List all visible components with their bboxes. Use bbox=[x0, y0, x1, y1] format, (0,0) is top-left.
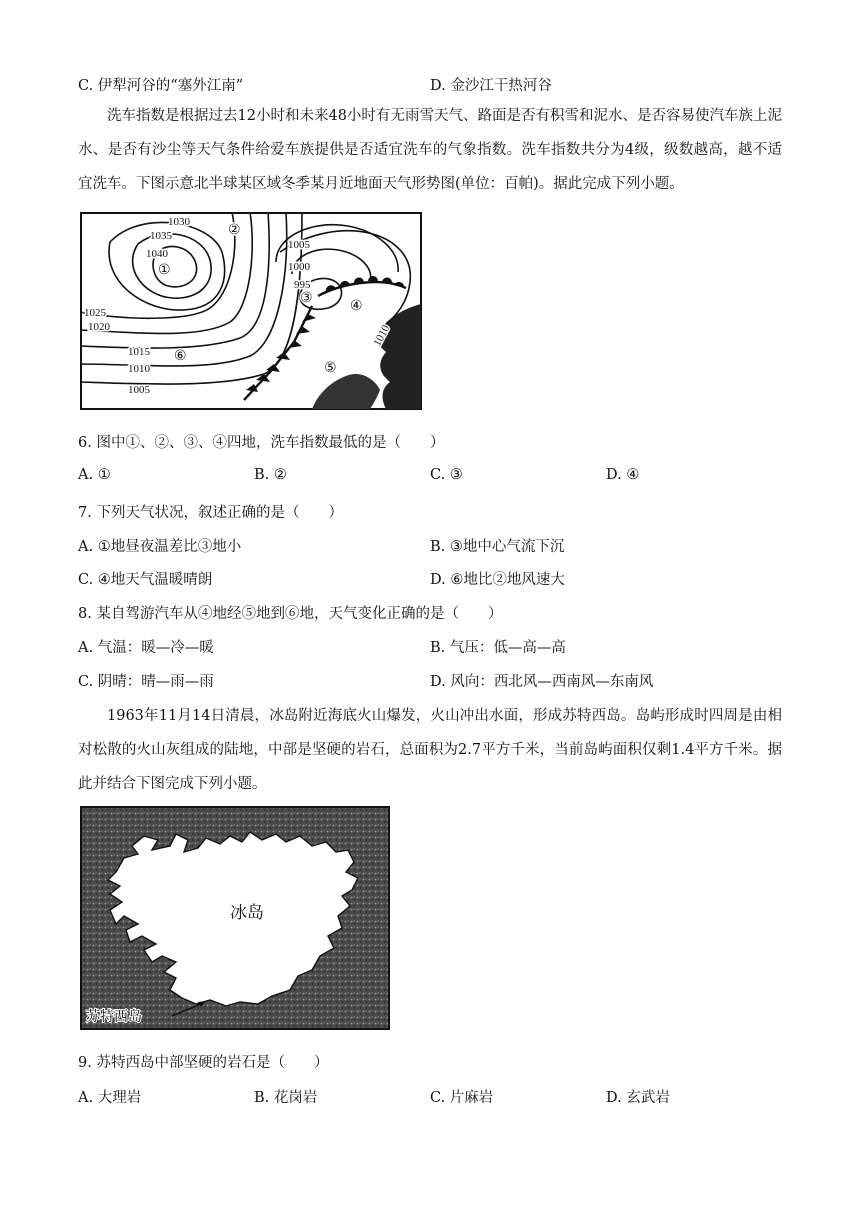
question-8-stem: 8. 某自驾游汽车从④地经⑤地到⑥地，天气变化正确的是（ ） bbox=[78, 606, 503, 622]
surtsey-label: 苏特西岛 bbox=[86, 1009, 142, 1025]
question-6-option-b: B. ② bbox=[254, 467, 287, 483]
iceland-map-figure bbox=[80, 806, 390, 1030]
question-7-option-c: C. ④地天气温暖晴朗 bbox=[78, 572, 213, 588]
site-marker-6: ⑥ bbox=[174, 348, 187, 364]
question-9-option-a: A. 大理岩 bbox=[78, 1090, 142, 1106]
question-6-option-d: D. ④ bbox=[606, 467, 640, 483]
question-6-stem: 6. 图中①、②、③、④四地，洗车指数最低的是（ ） bbox=[78, 435, 445, 451]
question-6-option-c: C. ③ bbox=[430, 467, 463, 483]
site-marker-4: ④ bbox=[350, 298, 363, 314]
site-marker-1: ① bbox=[158, 262, 171, 278]
isobar-label: 1020 bbox=[88, 321, 110, 333]
question-9-option-b: B. 花岗岩 bbox=[254, 1090, 318, 1106]
question-8-option-c: C. 阴晴：晴—雨—雨 bbox=[78, 674, 214, 690]
question-9-option-c: C. 片麻岩 bbox=[430, 1090, 494, 1106]
passage-car-wash-index: 洗车指数是根据过去12小时和未来48小时有无雨雪天气、路面是否有积雪和泥水、是否容易使汽车族上泥水、是否有沙尘等天气条件给爱车族提供是否适宜洗车的气象指数。洗车指数共分为4级，级数越高，越不适宜洗车。下图示意北半球某区域冬季某月近地面天气形势图(单位：百帕)。据此完成下列小题。 bbox=[78, 108, 782, 192]
question-7-stem: 7. 下列天气状况，叙述正确的是（ ） bbox=[78, 505, 343, 521]
question-7-option-d: D. ⑥地比②地风速大 bbox=[430, 572, 565, 588]
question-7-option-b: B. ③地中心气流下沉 bbox=[430, 539, 565, 555]
prev-option-d: D. 金沙江干热河谷 bbox=[430, 78, 552, 94]
site-marker-2: ② bbox=[228, 222, 241, 238]
isobar-label: 1025 bbox=[84, 307, 106, 319]
isobar-label: 1010 bbox=[128, 363, 150, 375]
isobar-label: 1015 bbox=[128, 346, 150, 358]
question-7-option-a: A. ①地昼夜温差比③地小 bbox=[78, 539, 242, 555]
question-6-option-a: A. ① bbox=[78, 467, 111, 483]
question-9-stem: 9. 苏特西岛中部坚硬的岩石是（ ） bbox=[78, 1055, 329, 1071]
site-marker-3: ③ bbox=[300, 290, 313, 306]
question-8-option-b: B. 气压：低—高—高 bbox=[430, 640, 566, 656]
isobar-label: 1005 bbox=[288, 239, 310, 251]
isobar-label: 1000 bbox=[288, 261, 310, 273]
isobar-label: 1005 bbox=[128, 384, 150, 396]
isobar-label: 995 bbox=[294, 279, 311, 291]
isobar-label: 1030 bbox=[168, 216, 190, 228]
site-marker-5: ⑤ bbox=[324, 360, 337, 376]
weather-map-figure bbox=[80, 212, 422, 410]
isobar-label: 1010 bbox=[371, 323, 393, 349]
isobar-label: 1040 bbox=[146, 248, 168, 260]
passage-surtsey: 1963年11月14日清晨，冰岛附近海底火山爆发，火山冲出水面，形成苏特西岛。岛屿形成时四周是由相对松散的火山灰组成的陆地，中部是坚硬的岩石，总面积为2.7平方千米，当前岛屿面积仅剩1.4平方千米。据此并结合下图完成下列小题。 bbox=[78, 708, 782, 792]
question-8-option-d: D. 风向：西北风—西南风—东南风 bbox=[430, 674, 654, 690]
isobar-label: 1035 bbox=[150, 230, 172, 242]
prev-option-c: C. 伊犁河谷的“塞外江南” bbox=[78, 78, 244, 94]
question-9-option-d: D. 玄武岩 bbox=[606, 1090, 670, 1106]
question-8-option-a: A. 气温：暖—冷—暖 bbox=[78, 640, 214, 656]
iceland-label: 冰岛 bbox=[230, 903, 264, 923]
